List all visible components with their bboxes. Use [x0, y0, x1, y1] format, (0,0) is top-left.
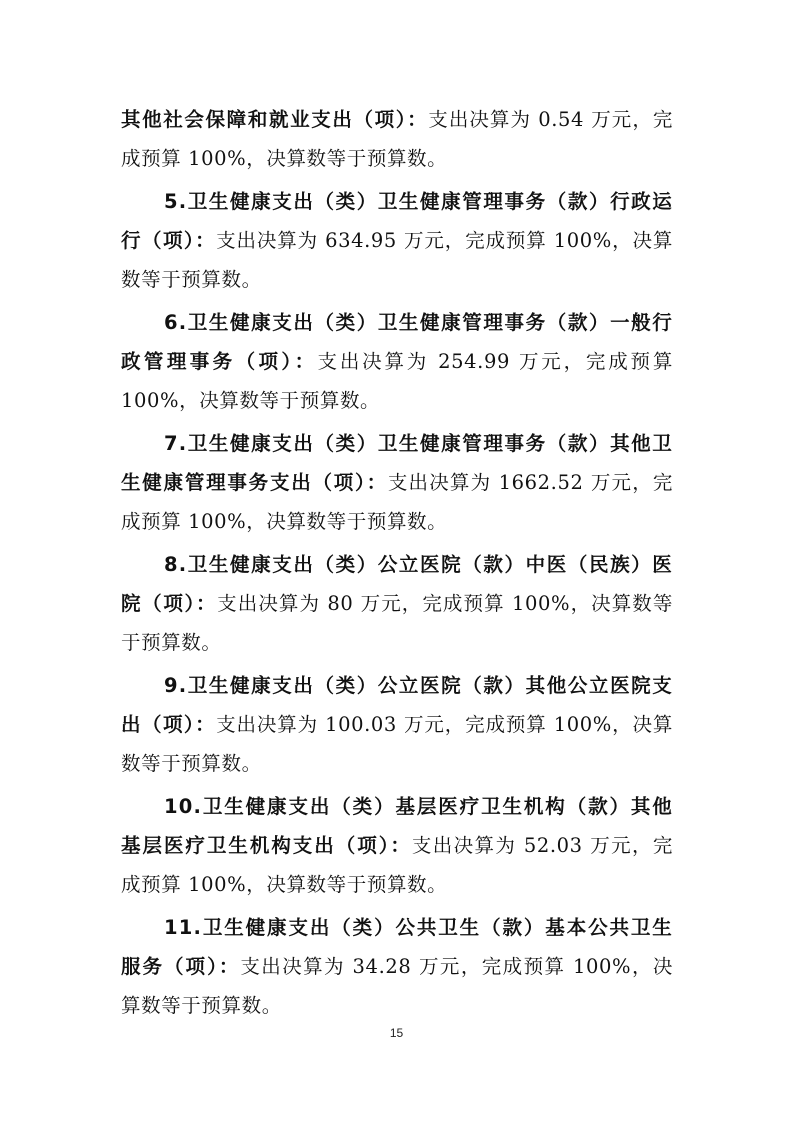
paragraph-text: 支出决算为 80 万元，完成预算 100%，决算数等于预算数。 — [121, 592, 673, 654]
paragraph-item-7 — [121, 424, 673, 541]
paragraph-heading: 7.卫生健康支出（类）卫生健康管理事务（款）其他卫生健康管理事务支出（项）： — [121, 432, 673, 494]
paragraph-item-5 — [121, 182, 673, 299]
paragraph-heading: 9.卫生健康支出（类）公立医院（款）其他公立医院支出（项）： — [121, 674, 673, 736]
paragraph-social-security-other — [121, 100, 673, 178]
paragraph-heading: 10.卫生健康支出（类）基层医疗卫生机构（款）其他基层医疗卫生机构支出（项）： — [121, 795, 673, 857]
paragraph-heading: 11.卫生健康支出（类）公共卫生（款）基本公共卫生服务（项）： — [121, 916, 673, 978]
document-body — [121, 100, 673, 1029]
paragraph-text: 支出决算为 34.28 万元，完成预算 100%，决算数等于预算数。 — [121, 955, 673, 1017]
paragraph-text: 支出决算为 634.95 万元，完成预算 100%，决算数等于预算数。 — [121, 229, 673, 291]
paragraph-text: 支出决算为 52.03 万元，完成预算 100%，决算数等于预算数。 — [121, 834, 673, 896]
paragraph-text: 支出决算为 1662.52 万元，完成预算 100%，决算数等于预算数。 — [121, 471, 673, 533]
paragraph-text: 支出决算为 254.99 万元，完成预算 100%，决算数等于预算数。 — [121, 350, 673, 412]
paragraph-item-8 — [121, 545, 673, 662]
paragraph-text: 支出决算为 0.54 万元，完成预算 100%，决算数等于预算数。 — [121, 108, 673, 170]
paragraph-heading: 8.卫生健康支出（类）公立医院（款）中医（民族）医院（项）： — [121, 553, 673, 615]
paragraph-item-11 — [121, 908, 673, 1025]
paragraph-item-9 — [121, 666, 673, 783]
paragraph-heading: 6.卫生健康支出（类）卫生健康管理事务（款）一般行政管理事务（项）： — [121, 311, 673, 373]
page-number: 15 — [389, 1026, 404, 1040]
paragraph-text: 支出决算为 100.03 万元，完成预算 100%，决算数等于预算数。 — [121, 713, 673, 775]
paragraph-item-6 — [121, 303, 673, 420]
paragraph-item-10 — [121, 787, 673, 904]
paragraph-heading: 5.卫生健康支出（类）卫生健康管理事务（款）行政运行（项）： — [121, 190, 673, 252]
paragraph-heading: 其他社会保障和就业支出（项）： — [121, 108, 429, 131]
